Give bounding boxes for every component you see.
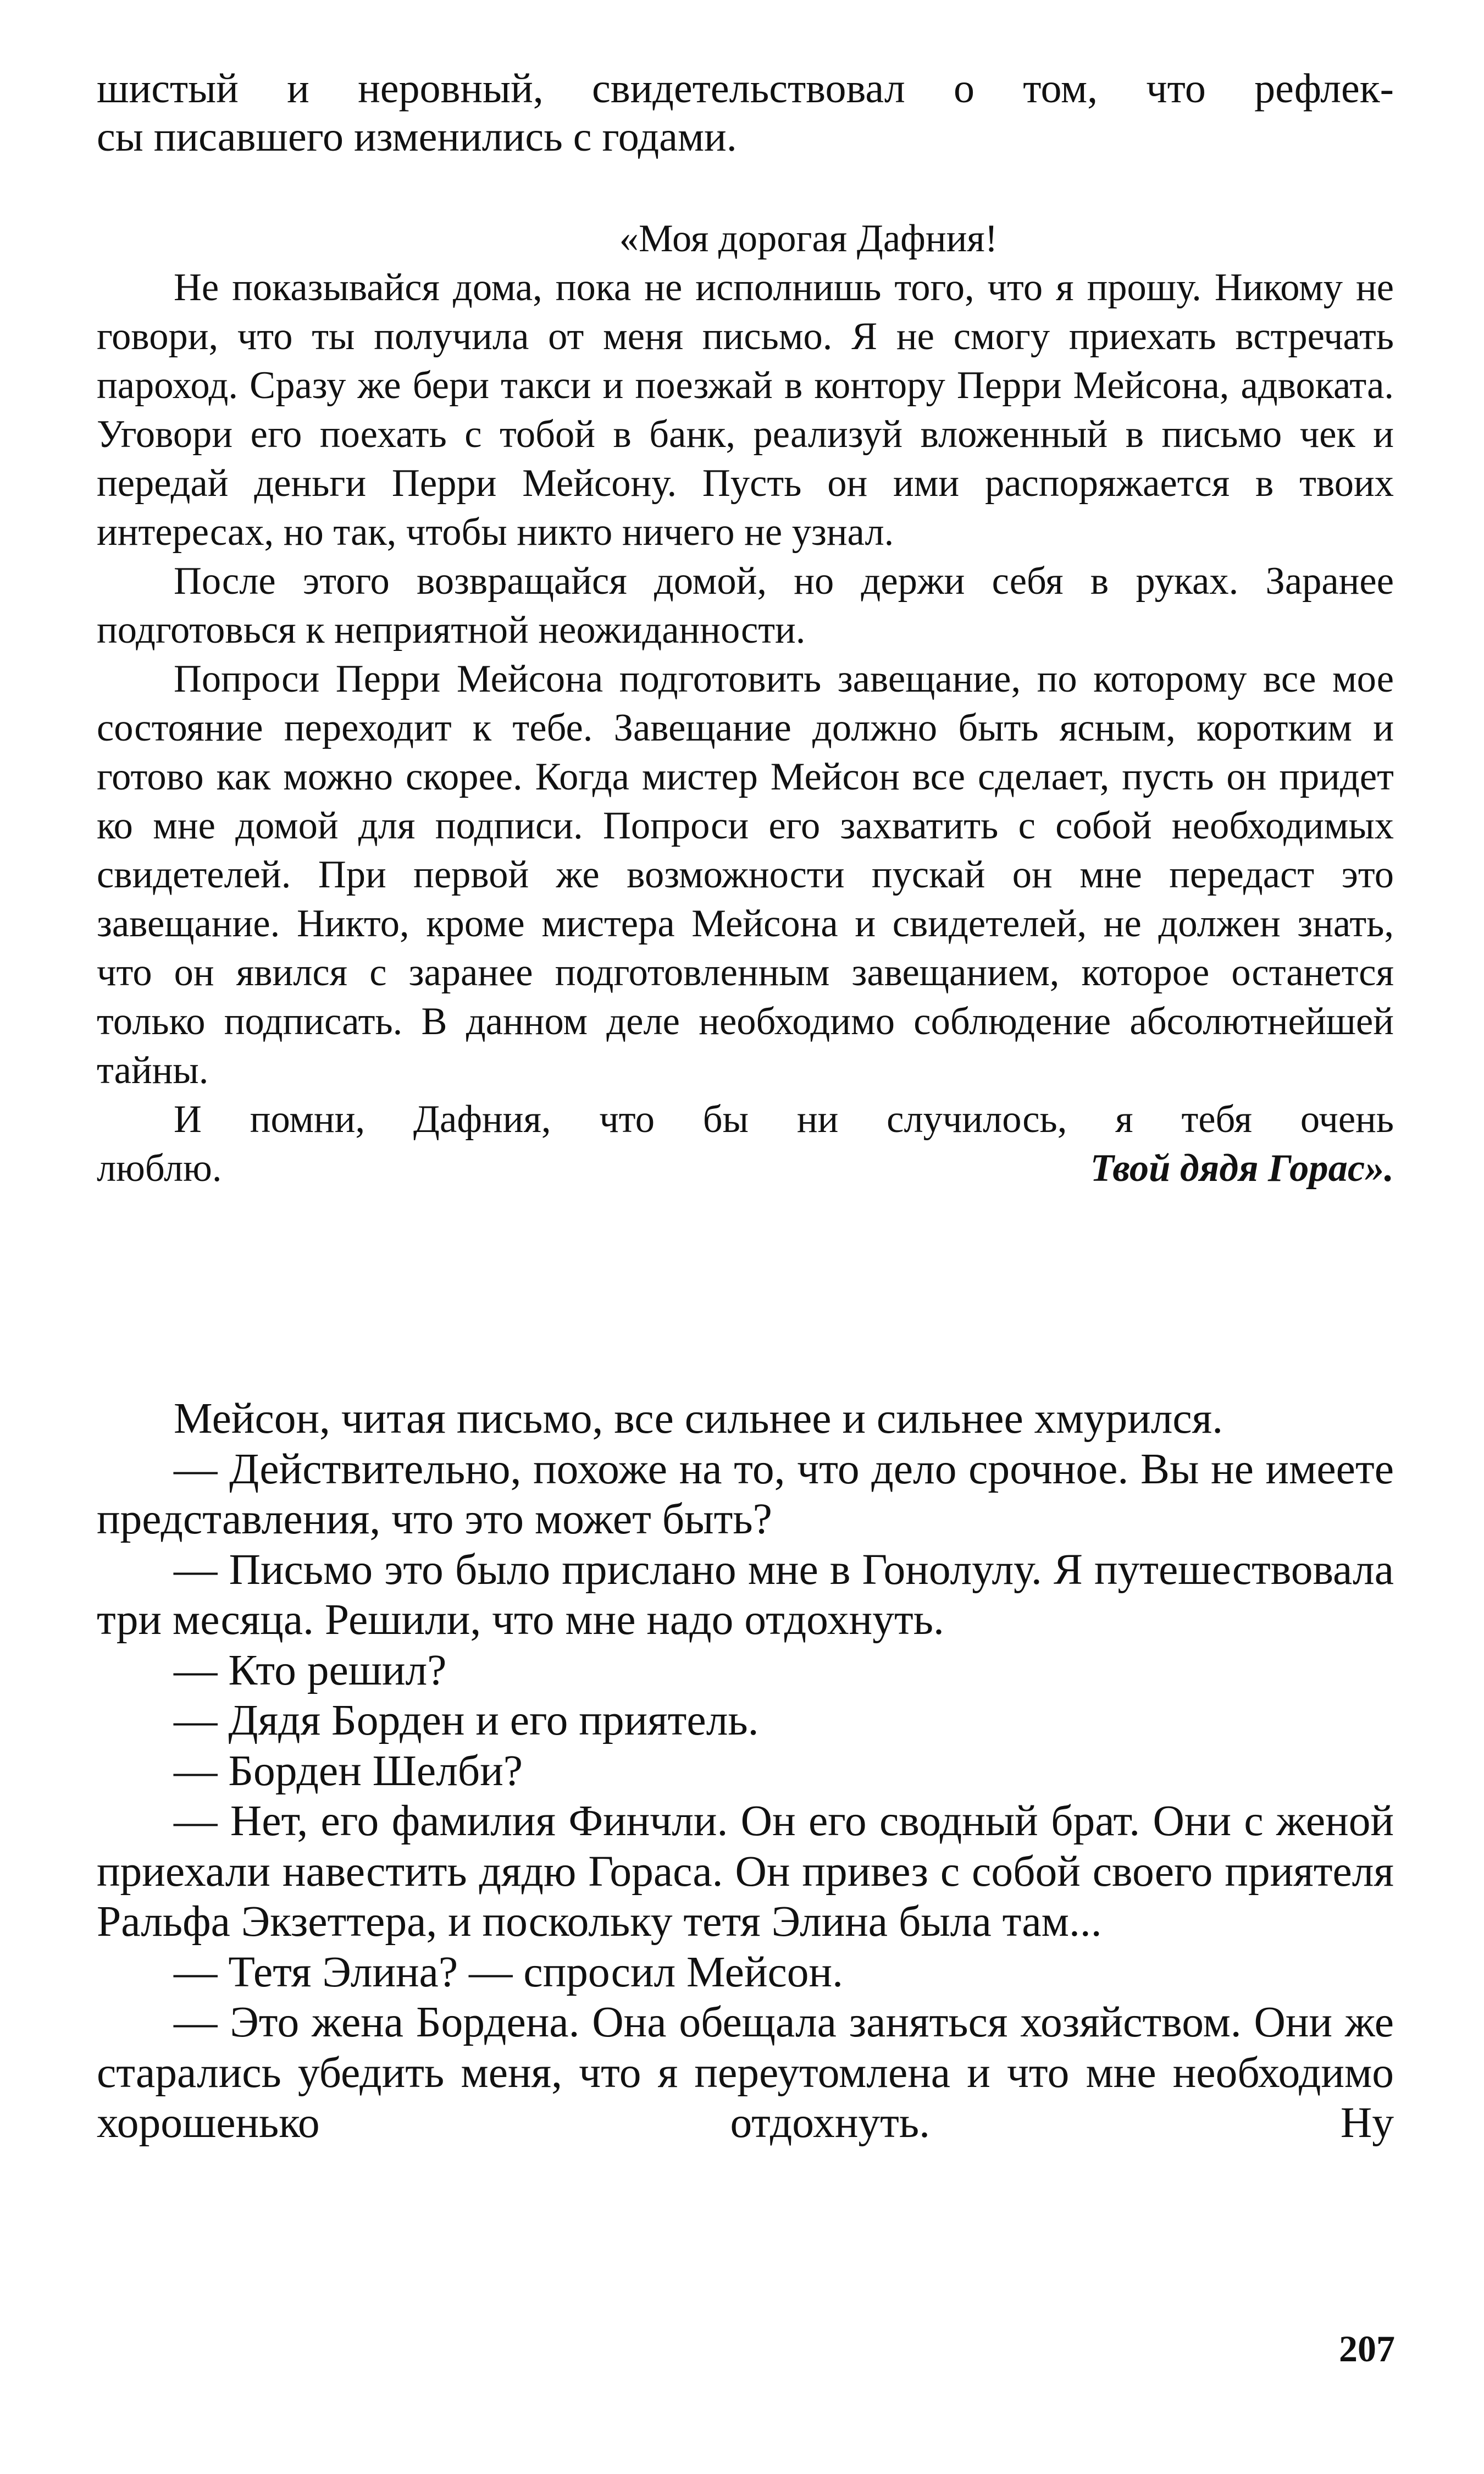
dialogue-paragraph: — Нет, его фамилия Финчли. Он его сводный брат. Они с женой приехали навестить дядю Гораса. Он привез с собой своего приятеля Ральфа Экзеттера, и поскольку тетя Элина была там... [97, 1797, 1394, 1946]
letter-closing-row [97, 1144, 1394, 1193]
letter-salutation: «Моя дорогая Дафния! [619, 217, 998, 260]
letter [97, 214, 1394, 1193]
intro-line: сы писавшего изменились с годами. [97, 113, 737, 160]
dialogue-paragraph: — Действительно, похоже на то, что дело срочное. Вы не имеете представления, что это может быть? [97, 1444, 1394, 1543]
letter-paragraph: После этого возвращайся домой, но держи себя в руках. Заранее подготовься к неприятной неожиданности. [97, 560, 1394, 651]
dialogue-block [97, 1394, 1394, 2149]
dialogue-paragraph: — Борден Шелби? [174, 1746, 523, 1795]
page-number: 207 [1339, 2328, 1395, 2370]
letter-closing-line: люблю. [97, 1147, 222, 1190]
intro-block [97, 65, 1394, 161]
dialogue-paragraph: — Письмо это было прислано мне в Гонолулу. Я путешествовала три месяца. Решили, что мне надо отдохнуть. [97, 1545, 1394, 1644]
dialogue-paragraph: — Дядя Борден и его приятель. [174, 1696, 759, 1744]
dialogue-paragraph: — Кто решил? [174, 1645, 447, 1694]
dialogue-paragraph: — Это жена Бордена. Она обещала заняться хозяйством. Они же старались убедить меня, что я переутомлена и что мне необходимо хорошенько отдохнуть. Ну [97, 1998, 1394, 2147]
dialogue-paragraph: Мейсон, читая письмо, все сильнее и сильнее хмурился. [174, 1394, 1223, 1443]
letter-paragraph: Попроси Перри Мейсона подготовить завещание, по которому все мое состояние переходит к тебе. Завещание должно быть ясным, коротким и готово как можно скорее. Когда мистер Мейсон все сделает, пусть он придет ко мне домой для подписи. Попроси его захватить с собой необходимых свидетелей. При первой же возможности пускай он мне передаст это завещание. Никто, кроме мистера Мейсона и свидетелей, не должен знать, что он явился с заранее подготовленным завещанием, которое останется только подписать. В данном деле необходимо соблюдение абсолютнейшей тайны. [97, 658, 1394, 1092]
intro-line: шистый и неровный, свидетельствовал о том, что рефлек- [97, 65, 1394, 112]
letter-paragraph: Не показывайся дома, пока не исполнишь того, что я прошу. Никому не говори, что ты получила от меня письмо. Я не смогу приехать встречать пароход. Сразу же бери такси и поезжай в контору Перри Мейсона, адвоката. Уговори его поехать с тобой в банк, реализуй вложенный в письмо чек и передай деньги Перри Мейсону. Пусть он ими распоряжается в твоих интересах, но так, чтобы никто ничего не узнал. [97, 266, 1394, 554]
letter-closing-line: И помни, Дафния, что бы ни случилось, я тебя очень [174, 1098, 1394, 1141]
dialogue-paragraph: — Тетя Элина? — спросил Мейсон. [174, 1947, 843, 1996]
letter-signature: Твой дядя Горас». [1090, 1147, 1394, 1190]
